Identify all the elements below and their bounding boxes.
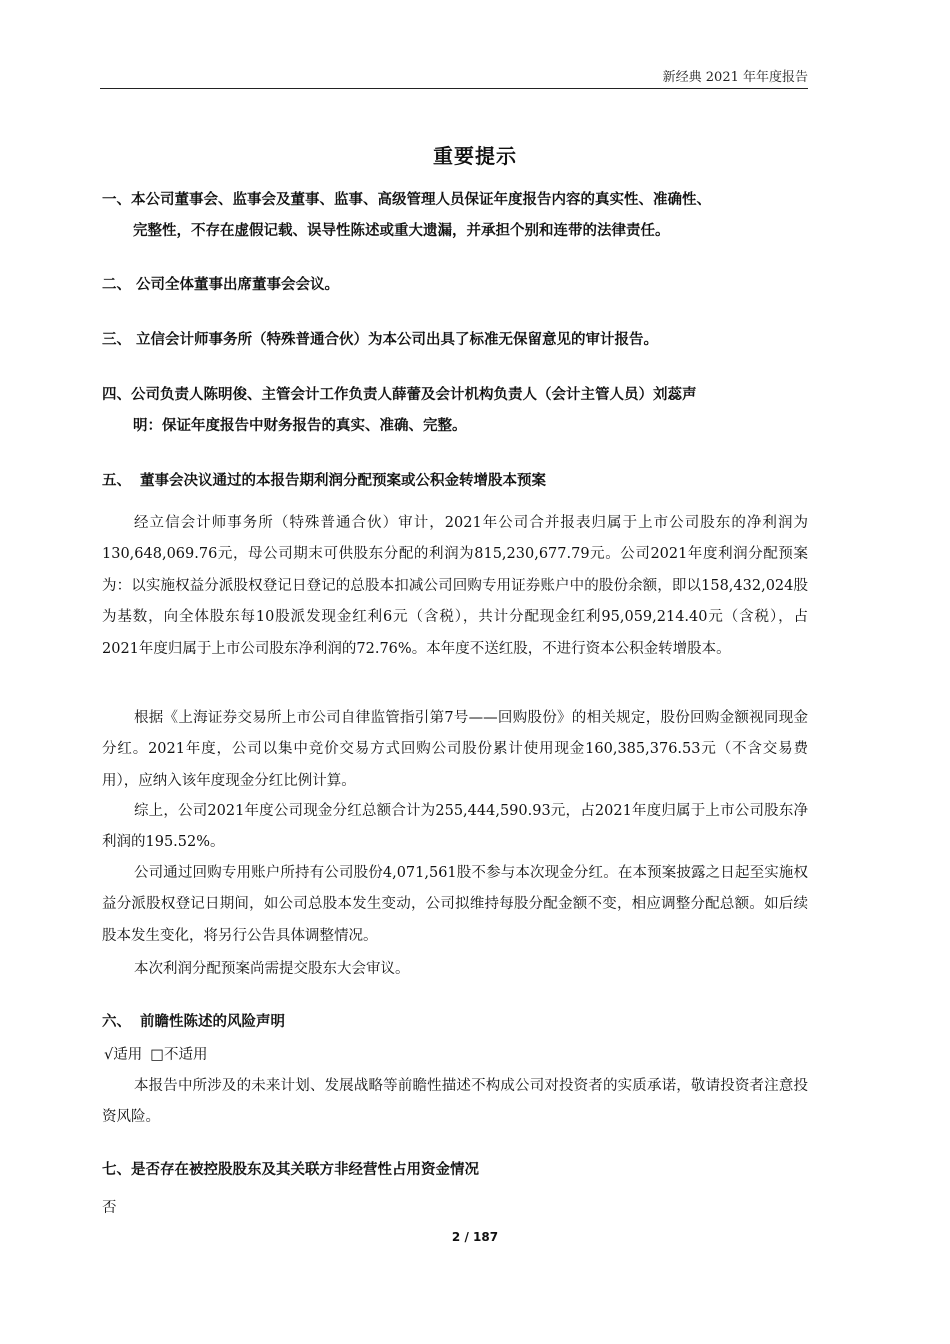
applicable-checkbox: √适用: [104, 1047, 143, 1063]
section-7-answer: 否: [102, 1200, 117, 1216]
section-6-paragraph: 本报告中所涉及的未来计划、发展战略等前瞻性描述不构成公司对投资者的实质承诺，敬请投资者注意投资风险。: [102, 1078, 808, 1126]
page-number: 2 / 187: [451, 1230, 499, 1244]
section-6-title: 前瞻性陈述的风险声明: [140, 1014, 285, 1030]
section-7-heading: 七、是否存在被控股股东及其关联方非经营性占用资金情况: [102, 1162, 479, 1178]
header-rule: [100, 88, 808, 89]
not-applicable-checkbox: □不适用: [150, 1047, 208, 1063]
notice-1: [102, 185, 810, 247]
notice-1-line-1: 一、本公司董事会、监事会及董事、监事、高级管理人员保证年度报告内容的真实性、准确性、: [102, 192, 711, 208]
section-5-number: 五、: [102, 473, 131, 489]
section-5-heading: [102, 469, 810, 493]
section-6-heading: [102, 1010, 810, 1034]
notice-4: [102, 380, 810, 442]
notice-1-line-2: 完整性，不存在虚假记载、误导性陈述或重大遗漏，并承担个别和连带的法律责任。: [133, 223, 670, 239]
notice-3: [102, 325, 810, 356]
notice-3-line-1: 三、 立信会计师事务所（特殊普通合伙）为本公司出具了标准无保留意见的审计报告。: [102, 332, 659, 348]
notice-4-line-1: 四、公司负责人陈明俊、主管会计工作负责人薛蕾及会计机构负责人（会计主管人员）刘蕊声: [102, 387, 697, 403]
notice-2-line-1: 二、 公司全体董事出席董事会会议。: [102, 277, 340, 293]
section-5-title: 董事会决议通过的本报告期利润分配预案或公积金转增股本预案: [140, 473, 546, 489]
section-5-paragraph-4: 公司通过回购专用账户所持有公司股份4,071,561股不参与本次现金分红。在本预案披露之日起至实施权益分派股权登记日期间，如公司总股本发生变动，公司拟维持每股分配金额不变，相应调整分配总额。如后续股本发生变化，将另行公告具体调整情况。: [102, 865, 808, 944]
page-title: 重要提示: [433, 144, 517, 168]
section-5-paragraph-3: 综上，公司2021年度公司现金分红总额合计为255,444,590.93元，占2021年度归属于上市公司股东净利润的195.52%。: [102, 803, 808, 851]
notice-4-line-2: 明：保证年度报告中财务报告的真实、准确、完整。: [133, 418, 467, 434]
section-5-paragraph-2: 根据《上海证券交易所上市公司自律监管指引第7号——回购股份》的相关规定，股份回购金额视同现金分红。2021年度，公司以集中竞价交易方式回购公司股份累计使用现金160,385,376.53元（不含交易费用），应纳入该年度现金分红比例计算。: [102, 710, 808, 789]
section-6-number: 六、: [102, 1014, 131, 1030]
running-header: 新经典 2021 年年度报告: [662, 70, 808, 85]
notice-2: [102, 270, 810, 301]
section-5-paragraph-1: 经立信会计师事务所（特殊普通合伙）审计，2021年公司合并报表归属于上市公司股东的净利润为130,648,069.76元，母公司期末可供股东分配的利润为815,230,677.79元。公司2021年度利润分配预案为：以实施权益分派股权登记日登记的总股本扣减公司回购专用证券账户中的股份余额，即以158,432,024股为基数，向全体股东每10股派发现金红利6元（含税），共计分配现金红利95,059,214.40元（含税），占2021年度归属于上市公司股东净利润的72.76%。本年度不送红股，不进行资本公积金转增股本。: [102, 515, 808, 657]
section-5-paragraph-5: 本次利润分配预案尚需提交股东大会审议。: [134, 961, 410, 977]
applicability-options: [104, 1043, 215, 1067]
